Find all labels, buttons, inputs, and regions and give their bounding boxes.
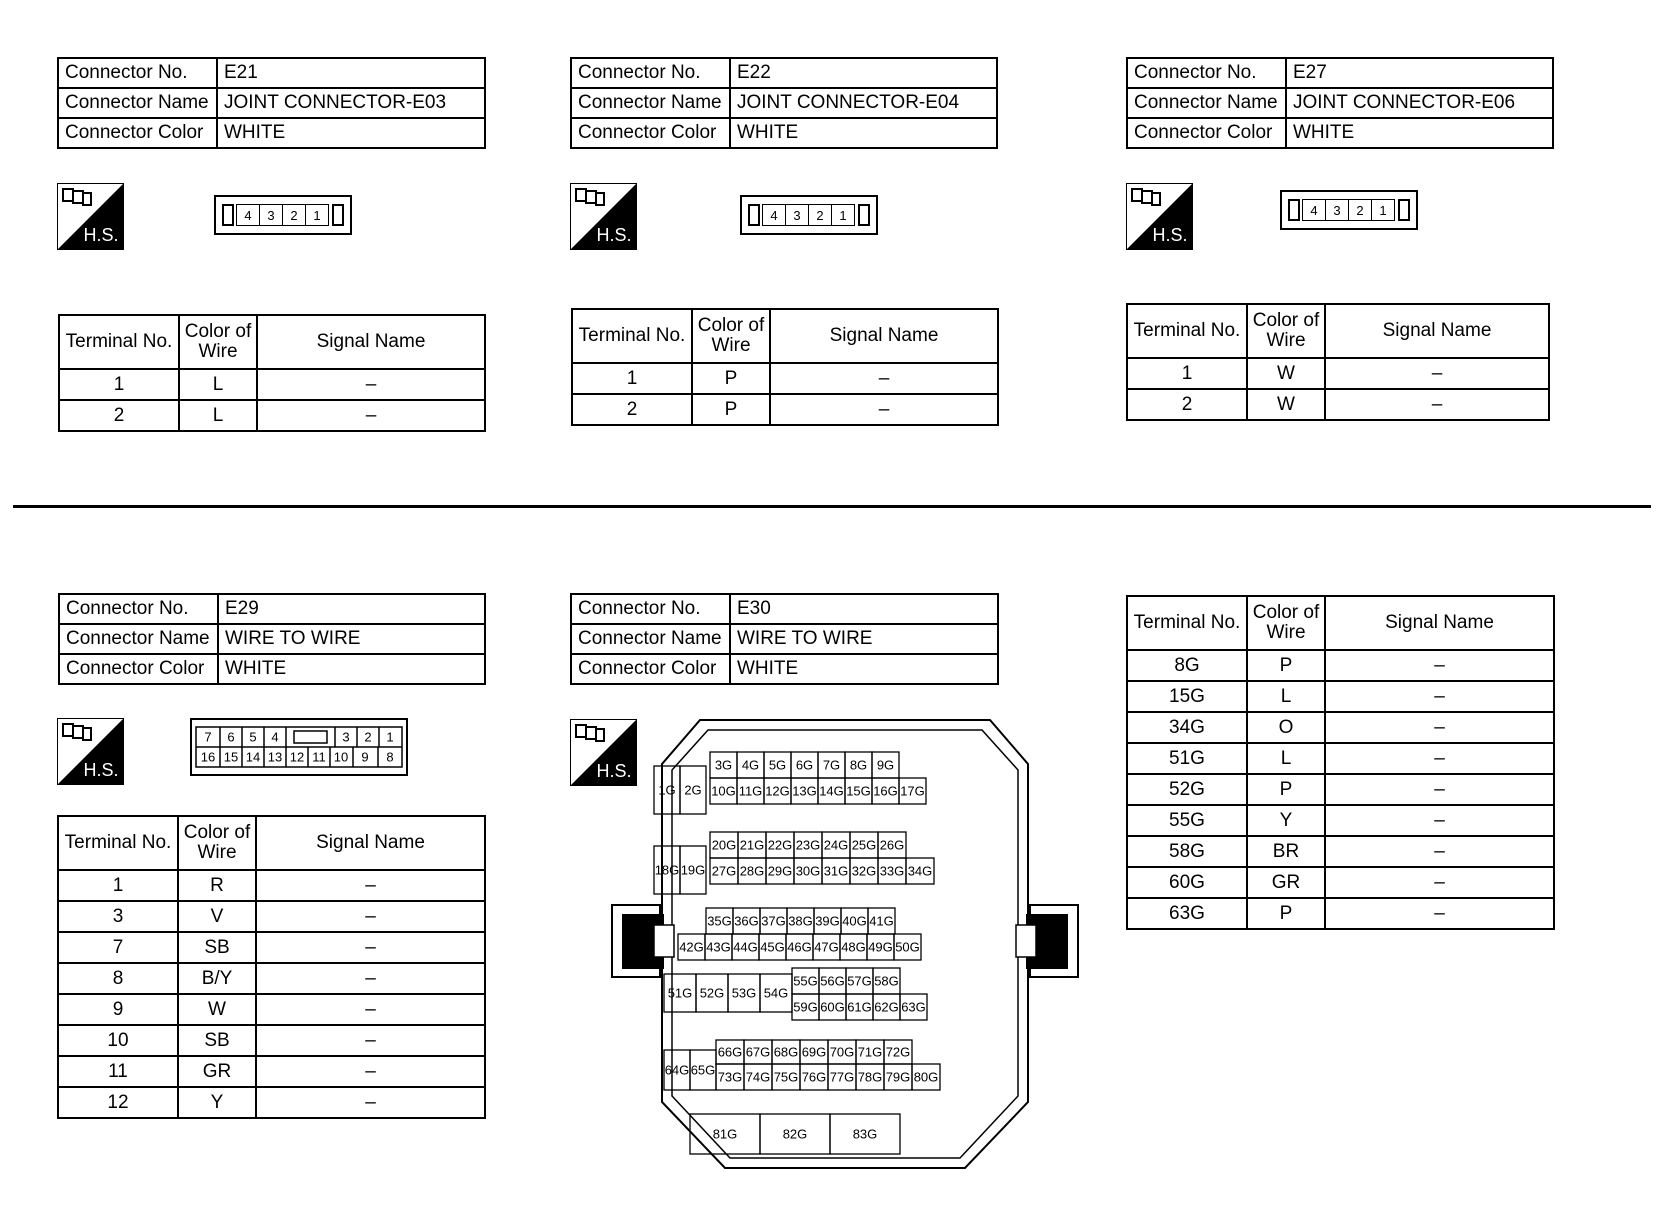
hs-connector-icon [57,718,124,785]
pin: 10 [333,749,349,765]
terminal-cell: 7 [58,932,178,963]
cavity-label: 54G [763,985,789,1001]
cavity-label: 13G [792,783,817,799]
terminal-no-header: Terminal No. [1127,304,1247,358]
terminal-no-header: Terminal No. [572,309,692,363]
terminal-cell: 8G [1127,650,1247,681]
terminal-cell: 51G [1127,743,1247,774]
cavity-label: 44G [733,939,758,955]
signal-name-header: Signal Name [770,309,998,363]
cavity-label: 59G [793,999,818,1015]
pin: 4 [236,204,260,226]
pin: 4 [762,204,786,226]
table-row [58,932,485,963]
cavity-label: 29G [767,863,793,879]
svg-text:H.S.: H.S. [1152,225,1188,245]
cavity-label: 4G [741,757,760,773]
connector-color-value: WHITE [730,654,998,684]
cavity-label: 67G [745,1044,771,1060]
terminal-table-e22 [571,308,999,426]
pin: 11 [312,749,326,765]
pin: 13 [267,749,283,765]
cavity-label: 21G [739,837,765,853]
cavity-label: 42G [679,939,704,955]
cavity-label: 69G [801,1044,827,1060]
terminal-table-e29 [57,815,486,1119]
terminal-cell: 12 [58,1087,178,1118]
connector-e21-face [214,195,352,235]
signal-cell: – [1325,712,1554,743]
connector-e21-info [57,57,486,149]
cavity-label: 3G [714,757,733,773]
cavity-label: 61G [847,999,872,1015]
terminal-cell: 55G [1127,805,1247,836]
hs-connector-icon [570,183,637,250]
cavity-label: 7G [822,757,841,773]
cavity-label: 37G [761,913,786,929]
cavity-label: 22G [767,837,793,853]
connector-color-label: Connector Color [59,654,218,684]
signal-cell: – [256,1025,485,1056]
section-divider [13,505,1651,508]
cavity-label: 78G [857,1069,883,1085]
connector-color-value: WHITE [217,118,485,148]
connector-e27-face [1280,190,1418,230]
cavity-label: 81G [712,1126,738,1142]
cavity-label: 51G [667,985,693,1001]
cavity-label: 80G [913,1069,939,1085]
connector-e29-info [58,593,486,685]
terminal-no-header: Terminal No. [1127,596,1247,650]
terminal-table-e21 [58,314,486,432]
connector-color-label: Connector Color [1127,118,1286,148]
wire-color-header: Color of Wire [179,315,257,369]
cavity-label: 65G [690,1062,716,1078]
cavity-label: 15G [846,783,871,799]
table-row [1127,650,1554,681]
terminal-cell: 3 [58,901,178,932]
cavity-label: 34G [907,863,933,879]
terminal-cell: 63G [1127,898,1247,929]
connector-e22-info [570,57,998,149]
svg-text:H.S.: H.S. [596,761,632,781]
terminal-table-e30 [1126,595,1555,930]
cavity-label: 56G [820,973,845,989]
wire-cell: P [1247,898,1325,929]
connector-name-label: Connector Name [1127,88,1286,118]
table-row [1127,712,1554,743]
cavity-label: 36G [734,913,759,929]
wire-color-header: Color of Wire [1247,304,1325,358]
cavity-label: 63G [901,999,926,1015]
cavity-label: 6G [795,757,814,773]
cavity-label: 45G [760,939,785,955]
table-row [1127,867,1554,898]
wire-cell: Y [1247,805,1325,836]
cavity-label: 66G [717,1044,743,1060]
pin: 8 [386,749,394,765]
wire-color-header: Color of Wire [692,309,770,363]
terminal-cell: 1 [1127,358,1247,389]
signal-cell: – [1325,681,1554,712]
svg-text:H.S.: H.S. [83,760,119,780]
signal-cell: – [1325,836,1554,867]
wire-cell: P [1247,650,1325,681]
pin: 12 [289,749,305,765]
wire-cell: GR [178,1056,256,1087]
hs-connector-icon [57,183,124,250]
connector-no-value: E29 [218,594,485,624]
pin: 2 [282,204,306,226]
wire-cell: Y [178,1087,256,1118]
pin: 1 [386,729,394,745]
cavity-label: 62G [874,999,899,1015]
cavity-label: 70G [829,1044,855,1060]
connector-no-label: Connector No. [58,58,217,88]
cavity-label: 14G [819,783,844,799]
pin: 5 [249,729,257,745]
connector-color-label: Connector Color [58,118,217,148]
cavity-label: 26G [879,837,905,853]
wire-cell: V [178,901,256,932]
connector-no-label: Connector No. [1127,58,1286,88]
cavity-label: 71G [857,1044,883,1060]
table-row [58,1056,485,1087]
terminal-cell: 2 [1127,389,1247,420]
wire-cell: SB [178,932,256,963]
wire-cell: W [1247,389,1325,420]
table-row [58,1025,485,1056]
cavity-label: 43G [706,939,731,955]
signal-name-header: Signal Name [1325,304,1549,358]
cavity-label: 76G [801,1069,827,1085]
signal-cell: – [1325,898,1554,929]
cavity-label: 46G [787,939,812,955]
svg-text:H.S.: H.S. [596,225,632,245]
table-row [1127,389,1549,420]
connector-name-label: Connector Name [58,88,217,118]
cavity-label: 72G [885,1044,911,1060]
cavity-label: 28G [739,863,765,879]
cavity-label: 19G [680,862,706,878]
table-row [59,400,485,431]
pin: 14 [245,749,261,765]
table-row [58,870,485,901]
connector-no-value: E21 [217,58,485,88]
cavity-label: 41G [869,913,894,929]
pin: 3 [259,204,283,226]
wire-cell: L [1247,743,1325,774]
cavity-label: 23G [795,837,821,853]
signal-cell: – [256,870,485,901]
terminal-cell: 58G [1127,836,1247,867]
connector-no-label: Connector No. [59,594,218,624]
signal-cell: – [257,400,485,431]
cavity-label: 53G [731,985,757,1001]
table-row [58,994,485,1025]
cavity-label: 31G [823,863,849,879]
connector-e29-face [190,718,410,778]
terminal-cell: 15G [1127,681,1247,712]
wire-cell: P [692,394,770,425]
signal-cell: – [256,932,485,963]
connector-name-label: Connector Name [571,624,730,654]
connector-name-value: JOINT CONNECTOR-E04 [730,88,997,118]
signal-cell: – [256,1056,485,1087]
table-row [572,363,998,394]
wire-cell: P [692,363,770,394]
terminal-cell: 11 [58,1056,178,1087]
connector-color-label: Connector Color [571,654,730,684]
wire-cell: L [179,369,257,400]
signal-name-header: Signal Name [257,315,485,369]
table-row [1127,774,1554,805]
pin: 2 [808,204,832,226]
cavity-label: 24G [823,837,849,853]
connector-e30-face [610,712,1080,1172]
pin: 1 [305,204,329,226]
terminal-cell: 34G [1127,712,1247,743]
cavity-label: 1G [658,782,676,798]
pin: 4 [1302,199,1326,221]
connector-no-value: E30 [730,594,998,624]
cavity-label: 33G [879,863,905,879]
cavity-label: 52G [699,985,725,1001]
cavity-label: 30G [795,863,821,879]
cavity-label: 38G [788,913,813,929]
pin: 3 [1325,199,1349,221]
connector-color-value: WHITE [1286,118,1553,148]
connector-no-label: Connector No. [571,58,730,88]
cavity-label: 49G [868,939,893,955]
cavity-label: 47G [814,939,839,955]
pin: 9 [361,749,369,765]
pin: 15 [223,749,239,765]
cavity-label: 48G [841,939,866,955]
connector-name-value: WIRE TO WIRE [218,624,485,654]
table-row [58,963,485,994]
signal-cell: – [257,369,485,400]
cavity-label: 58G [874,973,899,989]
cavity-label: 68G [773,1044,799,1060]
wire-cell: L [179,400,257,431]
table-row [1127,743,1554,774]
cavity-label: 35G [707,913,732,929]
table-row [1127,358,1549,389]
wire-color-header: Color of Wire [178,816,256,870]
wire-color-header: Color of Wire [1247,596,1325,650]
connector-e27-info [1126,57,1554,149]
cavity-label: 17G [900,783,925,799]
cavity-label: 32G [851,863,877,879]
wire-cell: L [1247,681,1325,712]
signal-cell: – [1325,358,1549,389]
cavity-label: 2G [684,782,702,798]
cavity-label: 83G [852,1126,878,1142]
cavity-label: 20G [711,837,737,853]
cavity-label: 77G [829,1069,855,1085]
pin: 2 [364,729,372,745]
terminal-no-header: Terminal No. [59,315,179,369]
cavity-label: 12G [765,783,790,799]
cavity-label: 50G [895,939,920,955]
connector-e22-face [740,195,878,235]
cavity-label: 5G [768,757,787,773]
connector-name-label: Connector Name [59,624,218,654]
pin: 4 [271,729,279,745]
signal-cell: – [1325,867,1554,898]
cavity-label: 57G [847,973,872,989]
signal-cell: – [256,963,485,994]
cavity-label: 55G [793,973,818,989]
pin: 1 [831,204,855,226]
terminal-cell: 2 [572,394,692,425]
connector-no-label: Connector No. [571,594,730,624]
signal-cell: – [1325,743,1554,774]
cavity-label: 11G [738,783,763,799]
signal-cell: – [770,394,998,425]
pin: 2 [1348,199,1372,221]
table-row [1127,681,1554,712]
table-row [1127,898,1554,929]
terminal-cell: 8 [58,963,178,994]
connector-no-value: E27 [1286,58,1553,88]
signal-cell: – [1325,650,1554,681]
cavity-label: 79G [885,1069,911,1085]
connector-name-value: JOINT CONNECTOR-E06 [1286,88,1553,118]
pin: 6 [227,729,235,745]
cavity-label: 16G [873,783,898,799]
cavity-label: 82G [782,1126,808,1142]
connector-color-value: WHITE [730,118,997,148]
signal-cell: – [1325,389,1549,420]
terminal-cell: 60G [1127,867,1247,898]
table-row [572,394,998,425]
cavity-label: 73G [717,1069,743,1085]
pin: 3 [785,204,809,226]
terminal-cell: 52G [1127,774,1247,805]
signal-name-header: Signal Name [256,816,485,870]
connector-e30-info [570,593,999,685]
cavity-label: 18G [654,862,680,878]
cavity-label: 9G [876,757,895,773]
terminal-table-e27 [1126,303,1550,421]
cavity-label: 39G [815,913,840,929]
connector-name-label: Connector Name [571,88,730,118]
table-row [1127,836,1554,867]
signal-cell: – [256,994,485,1025]
cavity-label: 74G [745,1069,771,1085]
terminal-cell: 2 [59,400,179,431]
connector-name-value: WIRE TO WIRE [730,624,998,654]
signal-cell: – [1325,774,1554,805]
terminal-no-header: Terminal No. [58,816,178,870]
cavity-label: 10G [711,783,736,799]
terminal-cell: 10 [58,1025,178,1056]
cavity-label: 60G [820,999,845,1015]
wire-cell: GR [1247,867,1325,898]
pin: 3 [342,729,350,745]
signal-name-header: Signal Name [1325,596,1554,650]
wire-cell: O [1247,712,1325,743]
cavity-label: 27G [711,863,737,879]
cavity-label: 40G [842,913,867,929]
wire-cell: BR [1247,836,1325,867]
table-row [1127,805,1554,836]
signal-cell: – [770,363,998,394]
wire-cell: B/Y [178,963,256,994]
wire-cell: SB [178,1025,256,1056]
cavity-label: 8G [849,757,868,773]
connector-no-value: E22 [730,58,997,88]
terminal-cell: 1 [58,870,178,901]
signal-cell: – [256,901,485,932]
cavity-label: 75G [773,1069,799,1085]
table-row [58,1087,485,1118]
terminal-cell: 1 [59,369,179,400]
table-row [58,901,485,932]
connector-name-value: JOINT CONNECTOR-E03 [217,88,485,118]
connector-color-label: Connector Color [571,118,730,148]
svg-text:H.S.: H.S. [83,225,119,245]
hs-connector-icon [1126,183,1193,250]
pin: 16 [200,749,216,765]
pin: 1 [1371,199,1395,221]
cavity-label: 64G [664,1062,690,1078]
table-row [59,369,485,400]
wire-cell: W [1247,358,1325,389]
cavity-label: 25G [851,837,877,853]
signal-cell: – [256,1087,485,1118]
wire-cell: R [178,870,256,901]
connector-color-value: WHITE [218,654,485,684]
terminal-cell: 1 [572,363,692,394]
wire-cell: W [178,994,256,1025]
wire-cell: P [1247,774,1325,805]
terminal-cell: 9 [58,994,178,1025]
pin: 7 [204,729,212,745]
signal-cell: – [1325,805,1554,836]
